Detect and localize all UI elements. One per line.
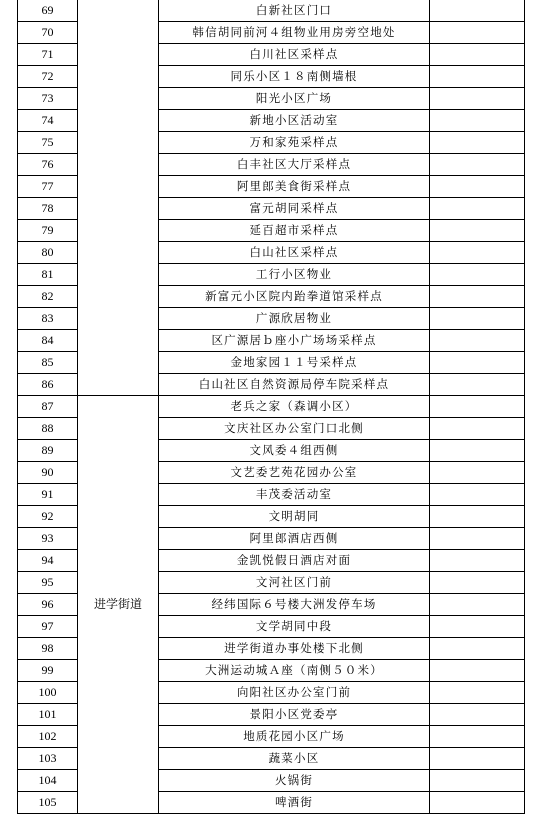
row-number: 78 (18, 198, 78, 220)
empty-cell (430, 176, 525, 198)
row-number: 74 (18, 110, 78, 132)
sampling-location: 白川社区采样点 (159, 44, 430, 66)
row-number: 82 (18, 286, 78, 308)
sampling-location: 啤酒街 (159, 792, 430, 814)
row-number: 100 (18, 682, 78, 704)
empty-cell (430, 682, 525, 704)
empty-cell (430, 286, 525, 308)
sampling-location: 金凯悦假日酒店对面 (159, 550, 430, 572)
row-number: 81 (18, 264, 78, 286)
sampling-location: 延百超市采样点 (159, 220, 430, 242)
empty-cell (430, 792, 525, 814)
row-number: 89 (18, 440, 78, 462)
row-number: 93 (18, 528, 78, 550)
sampling-location: 韩信胡同前河４组物业用房旁空地处 (159, 22, 430, 44)
row-number: 92 (18, 506, 78, 528)
empty-cell (430, 242, 525, 264)
sampling-location: 富元胡同采样点 (159, 198, 430, 220)
row-number: 83 (18, 308, 78, 330)
sampling-location: 阿里郎酒店西侧 (159, 528, 430, 550)
row-number: 75 (18, 132, 78, 154)
sampling-location: 阳光小区广场 (159, 88, 430, 110)
sampling-location: 文学胡同中段 (159, 616, 430, 638)
empty-cell (430, 44, 525, 66)
row-number: 69 (18, 0, 78, 22)
row-number: 94 (18, 550, 78, 572)
row-number: 80 (18, 242, 78, 264)
row-number: 77 (18, 176, 78, 198)
sampling-location: 工行小区物业 (159, 264, 430, 286)
sampling-location: 文庆社区办公室门口北侧 (159, 418, 430, 440)
sampling-location: 景阳小区党委亭 (159, 704, 430, 726)
empty-cell (430, 462, 525, 484)
sampling-location: 广源欣居物业 (159, 308, 430, 330)
empty-cell (430, 484, 525, 506)
row-number: 96 (18, 594, 78, 616)
empty-cell (430, 66, 525, 88)
row-number: 76 (18, 154, 78, 176)
sampling-location: 万和家苑采样点 (159, 132, 430, 154)
empty-cell (430, 0, 525, 22)
sampling-location: 向阳社区办公室门前 (159, 682, 430, 704)
row-number: 97 (18, 616, 78, 638)
sampling-location: 文河社区门前 (159, 572, 430, 594)
row-number: 90 (18, 462, 78, 484)
table-row (18, 0, 525, 22)
sampling-location: 白新社区门口 (159, 0, 430, 22)
sampling-location: 老兵之家（森调小区） (159, 396, 430, 418)
street-name-cell: 进学街道 (78, 396, 159, 814)
row-number: 99 (18, 660, 78, 682)
empty-cell (430, 550, 525, 572)
empty-cell (430, 506, 525, 528)
sampling-location: 阿里郎美食街采样点 (159, 176, 430, 198)
street-cell-upper (78, 0, 159, 396)
sampling-location: 金地家园１１号采样点 (159, 352, 430, 374)
sampling-location: 火锅街 (159, 770, 430, 792)
row-number: 103 (18, 748, 78, 770)
empty-cell (430, 616, 525, 638)
row-number: 91 (18, 484, 78, 506)
empty-cell (430, 308, 525, 330)
row-number: 72 (18, 66, 78, 88)
row-number: 71 (18, 44, 78, 66)
empty-cell (430, 220, 525, 242)
sampling-location: 蔬菜小区 (159, 748, 430, 770)
sampling-location: 文明胡同 (159, 506, 430, 528)
row-number: 95 (18, 572, 78, 594)
row-number: 86 (18, 374, 78, 396)
row-number: 88 (18, 418, 78, 440)
empty-cell (430, 132, 525, 154)
empty-cell (430, 528, 525, 550)
row-number: 79 (18, 220, 78, 242)
empty-cell (430, 396, 525, 418)
sampling-location: 同乐小区１８南侧墙根 (159, 66, 430, 88)
empty-cell (430, 110, 525, 132)
row-number: 87 (18, 396, 78, 418)
empty-cell (430, 660, 525, 682)
sampling-location: 白山社区自然资源局停车院采样点 (159, 374, 430, 396)
sampling-location: 丰茂委活动室 (159, 484, 430, 506)
empty-cell (430, 704, 525, 726)
empty-cell (430, 770, 525, 792)
empty-cell (430, 440, 525, 462)
sampling-location: 新富元小区院内跆拳道馆采样点 (159, 286, 430, 308)
sampling-location: 白山社区采样点 (159, 242, 430, 264)
row-number: 84 (18, 330, 78, 352)
empty-cell (430, 748, 525, 770)
empty-cell (430, 88, 525, 110)
table-row (18, 396, 525, 418)
sampling-location: 大洲运动城Ａ座（南侧５０米） (159, 660, 430, 682)
empty-cell (430, 638, 525, 660)
sampling-location: 新地小区活动室 (159, 110, 430, 132)
empty-cell (430, 374, 525, 396)
row-number: 105 (18, 792, 78, 814)
row-number: 101 (18, 704, 78, 726)
row-number: 104 (18, 770, 78, 792)
sampling-location: 文风委４组西侧 (159, 440, 430, 462)
empty-cell (430, 726, 525, 748)
empty-cell (430, 264, 525, 286)
sampling-location: 文艺委艺苑花园办公室 (159, 462, 430, 484)
empty-cell (430, 572, 525, 594)
empty-cell (430, 198, 525, 220)
sampling-location: 地质花园小区广场 (159, 726, 430, 748)
sampling-location: 经纬国际６号楼大洲发停车场 (159, 594, 430, 616)
sampling-location: 白丰社区大厅采样点 (159, 154, 430, 176)
empty-cell (430, 154, 525, 176)
empty-cell (430, 22, 525, 44)
row-number: 98 (18, 638, 78, 660)
row-number: 102 (18, 726, 78, 748)
row-number: 85 (18, 352, 78, 374)
empty-cell (430, 330, 525, 352)
sampling-location: 进学街道办事处楼下北侧 (159, 638, 430, 660)
sampling-location: 区广源居ｂ座小广场场采样点 (159, 330, 430, 352)
table-body (18, 0, 525, 814)
row-number: 70 (18, 22, 78, 44)
empty-cell (430, 352, 525, 374)
row-number: 73 (18, 88, 78, 110)
sampling-points-table (17, 0, 525, 814)
empty-cell (430, 418, 525, 440)
empty-cell (430, 594, 525, 616)
